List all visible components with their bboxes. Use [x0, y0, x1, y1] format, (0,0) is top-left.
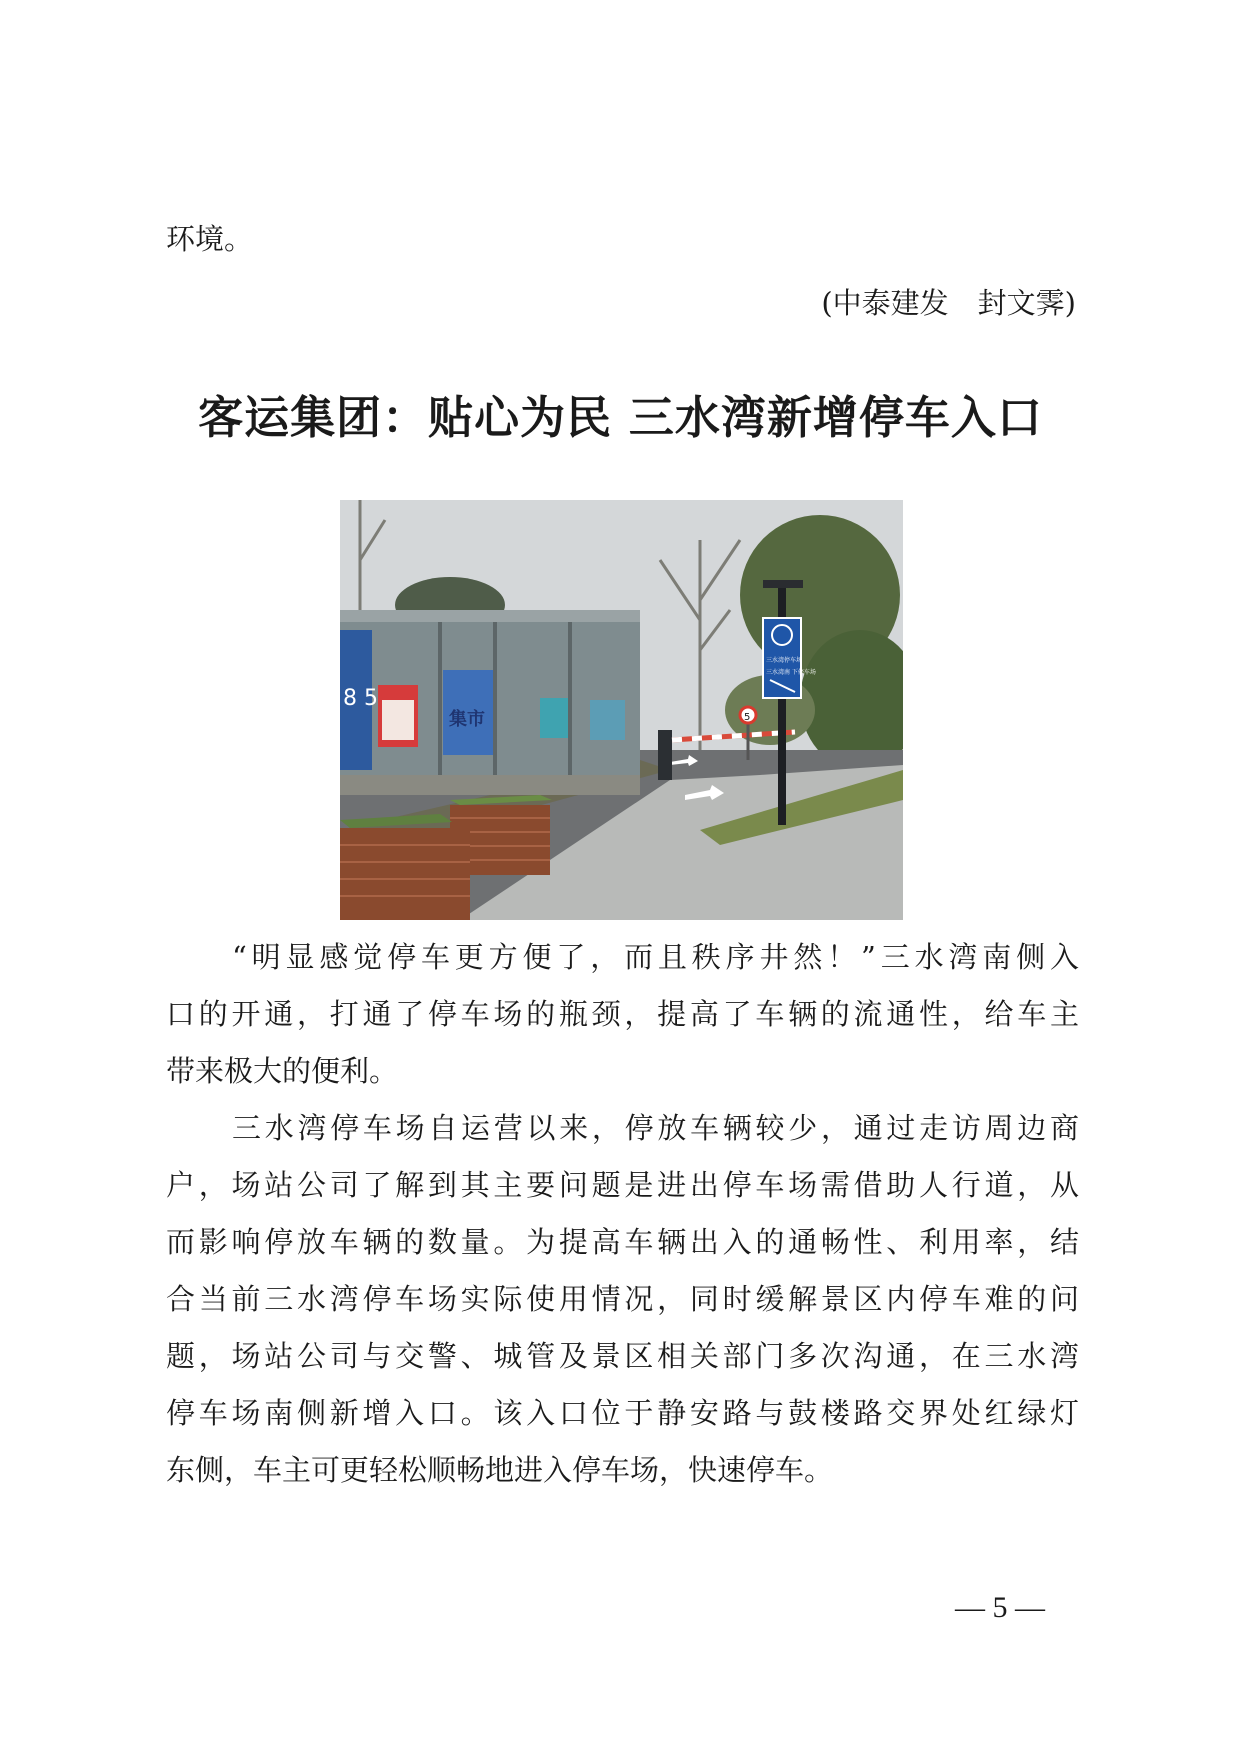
article-photo — [340, 500, 903, 920]
page-number: — 5 — — [955, 1591, 1045, 1624]
paragraph-2-line-5: 题，场站公司与交警、城管及景区相关部门多次沟通，在三水湾 — [166, 1339, 1079, 1373]
article-title: 客运集团：贴心为民 三水湾新增停车入口 — [198, 391, 1043, 444]
paragraph-2-line-7: 东侧，车主可更轻松顺畅地进入停车场，快速停车。 — [166, 1453, 834, 1487]
paragraph-2-line-4: 合当前三水湾停车场实际使用情况，同时缓解景区内停车难的问 — [166, 1282, 1079, 1316]
paragraph-1-line-3: 带来极大的便利。 — [166, 1054, 399, 1088]
paragraph-2-line-3: 而影响停放车辆的数量。为提高车辆出入的通畅性、利用率，结 — [166, 1225, 1079, 1259]
banner-title-text: 集市 — [449, 709, 485, 730]
speed-limit-number: 5 — [744, 712, 751, 723]
byline: (中泰建发 封文霁) — [821, 286, 1076, 320]
paragraph-2-line-6: 停车场南侧新增入口。该入口位于静安路与鼓楼路交界处红绿灯 — [166, 1396, 1079, 1430]
paragraph-2-line-1: 三水湾停车场自运营以来，停放车辆较少，通过走访周边商 — [232, 1111, 1079, 1145]
parking-entrance-photo — [340, 500, 903, 920]
sign-line-1: 三水湾停车场 — [766, 657, 803, 664]
paragraph-1-line-2: 口的开通，打通了停车场的瓶颈，提高了车辆的流通性，给车主 — [166, 997, 1079, 1031]
sign-line-2: 三水湾南 下停车场 — [766, 669, 816, 676]
continuation-text: 环境。 — [166, 222, 254, 256]
paragraph-2-line-2: 户，场站公司了解到其主要问题是进出停车场需借助人行道，从 — [166, 1168, 1079, 1202]
paragraph-1-line-1: “明显感觉停车更方便了，而且秩序井然！”三水湾南侧入 — [232, 940, 1079, 974]
banner-left-text: 8 5 — [343, 686, 378, 711]
